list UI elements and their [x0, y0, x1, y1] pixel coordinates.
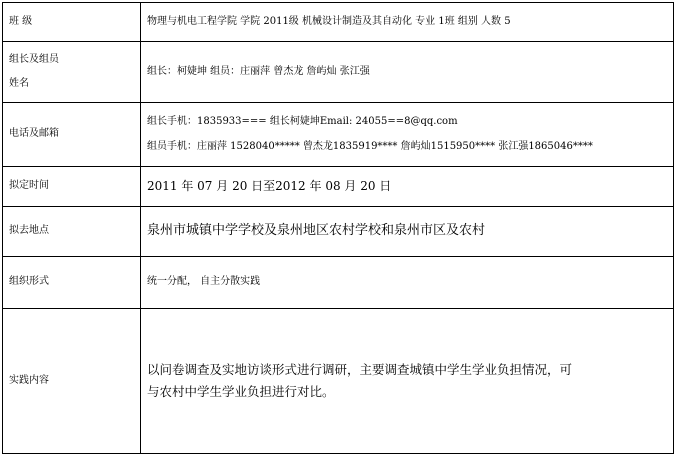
date-label: 拟定时间	[3, 167, 141, 207]
members-label-line2: 姓名	[9, 78, 29, 89]
table-row-place	[3, 207, 674, 257]
table-row-contact	[3, 103, 674, 167]
place-label: 拟去地点	[3, 207, 141, 257]
members-label	[3, 42, 141, 103]
class-value: 物理与机电工程学院 学院 2011级 机械设计制造及其自动化 专业 1班 组别 人数 5	[141, 3, 674, 42]
table-row-organization	[3, 257, 674, 309]
table-row-members	[3, 42, 674, 103]
organization-label: 组织形式	[3, 257, 141, 309]
contact-label: 电话及邮箱	[3, 103, 141, 167]
table-row-date	[3, 167, 674, 207]
plan-table	[2, 2, 674, 454]
members-contact: 组员手机：庄丽萍 1528040***** 曾杰龙1835919**** 詹屿灿1515950**** 张江强1865046****	[147, 140, 593, 152]
contact-value	[141, 103, 674, 167]
members-label-line1: 组长及组员	[9, 53, 59, 65]
class-label: 班 级	[3, 3, 141, 42]
content-value	[141, 309, 674, 454]
content-line1: 以问卷调查及实地访谈形式进行调研，主要调查城镇中学生学业负担情况，可	[147, 362, 573, 378]
members-value: 组长：柯婕坤 组员：庄丽萍 曾杰龙 詹屿灿 张江强	[141, 42, 674, 103]
content-line2: 与农村中学生学业负担进行对比。	[147, 384, 335, 399]
leader-contact: 组长手机：1835933=== 组长柯婕坤Email: 24055==8@qq.com	[147, 116, 458, 127]
content-label: 实践内容	[3, 309, 141, 454]
date-value: 2011 年 07 月 20 日至2012 年 08 月 20 日	[141, 167, 674, 207]
organization-value: 统一分配， 自主分散实践	[141, 257, 674, 309]
table-row-content	[3, 309, 674, 454]
place-value: 泉州市城镇中学学校及泉州地区农村学校和泉州市区及农村	[141, 207, 674, 257]
table-row-class	[3, 3, 674, 42]
